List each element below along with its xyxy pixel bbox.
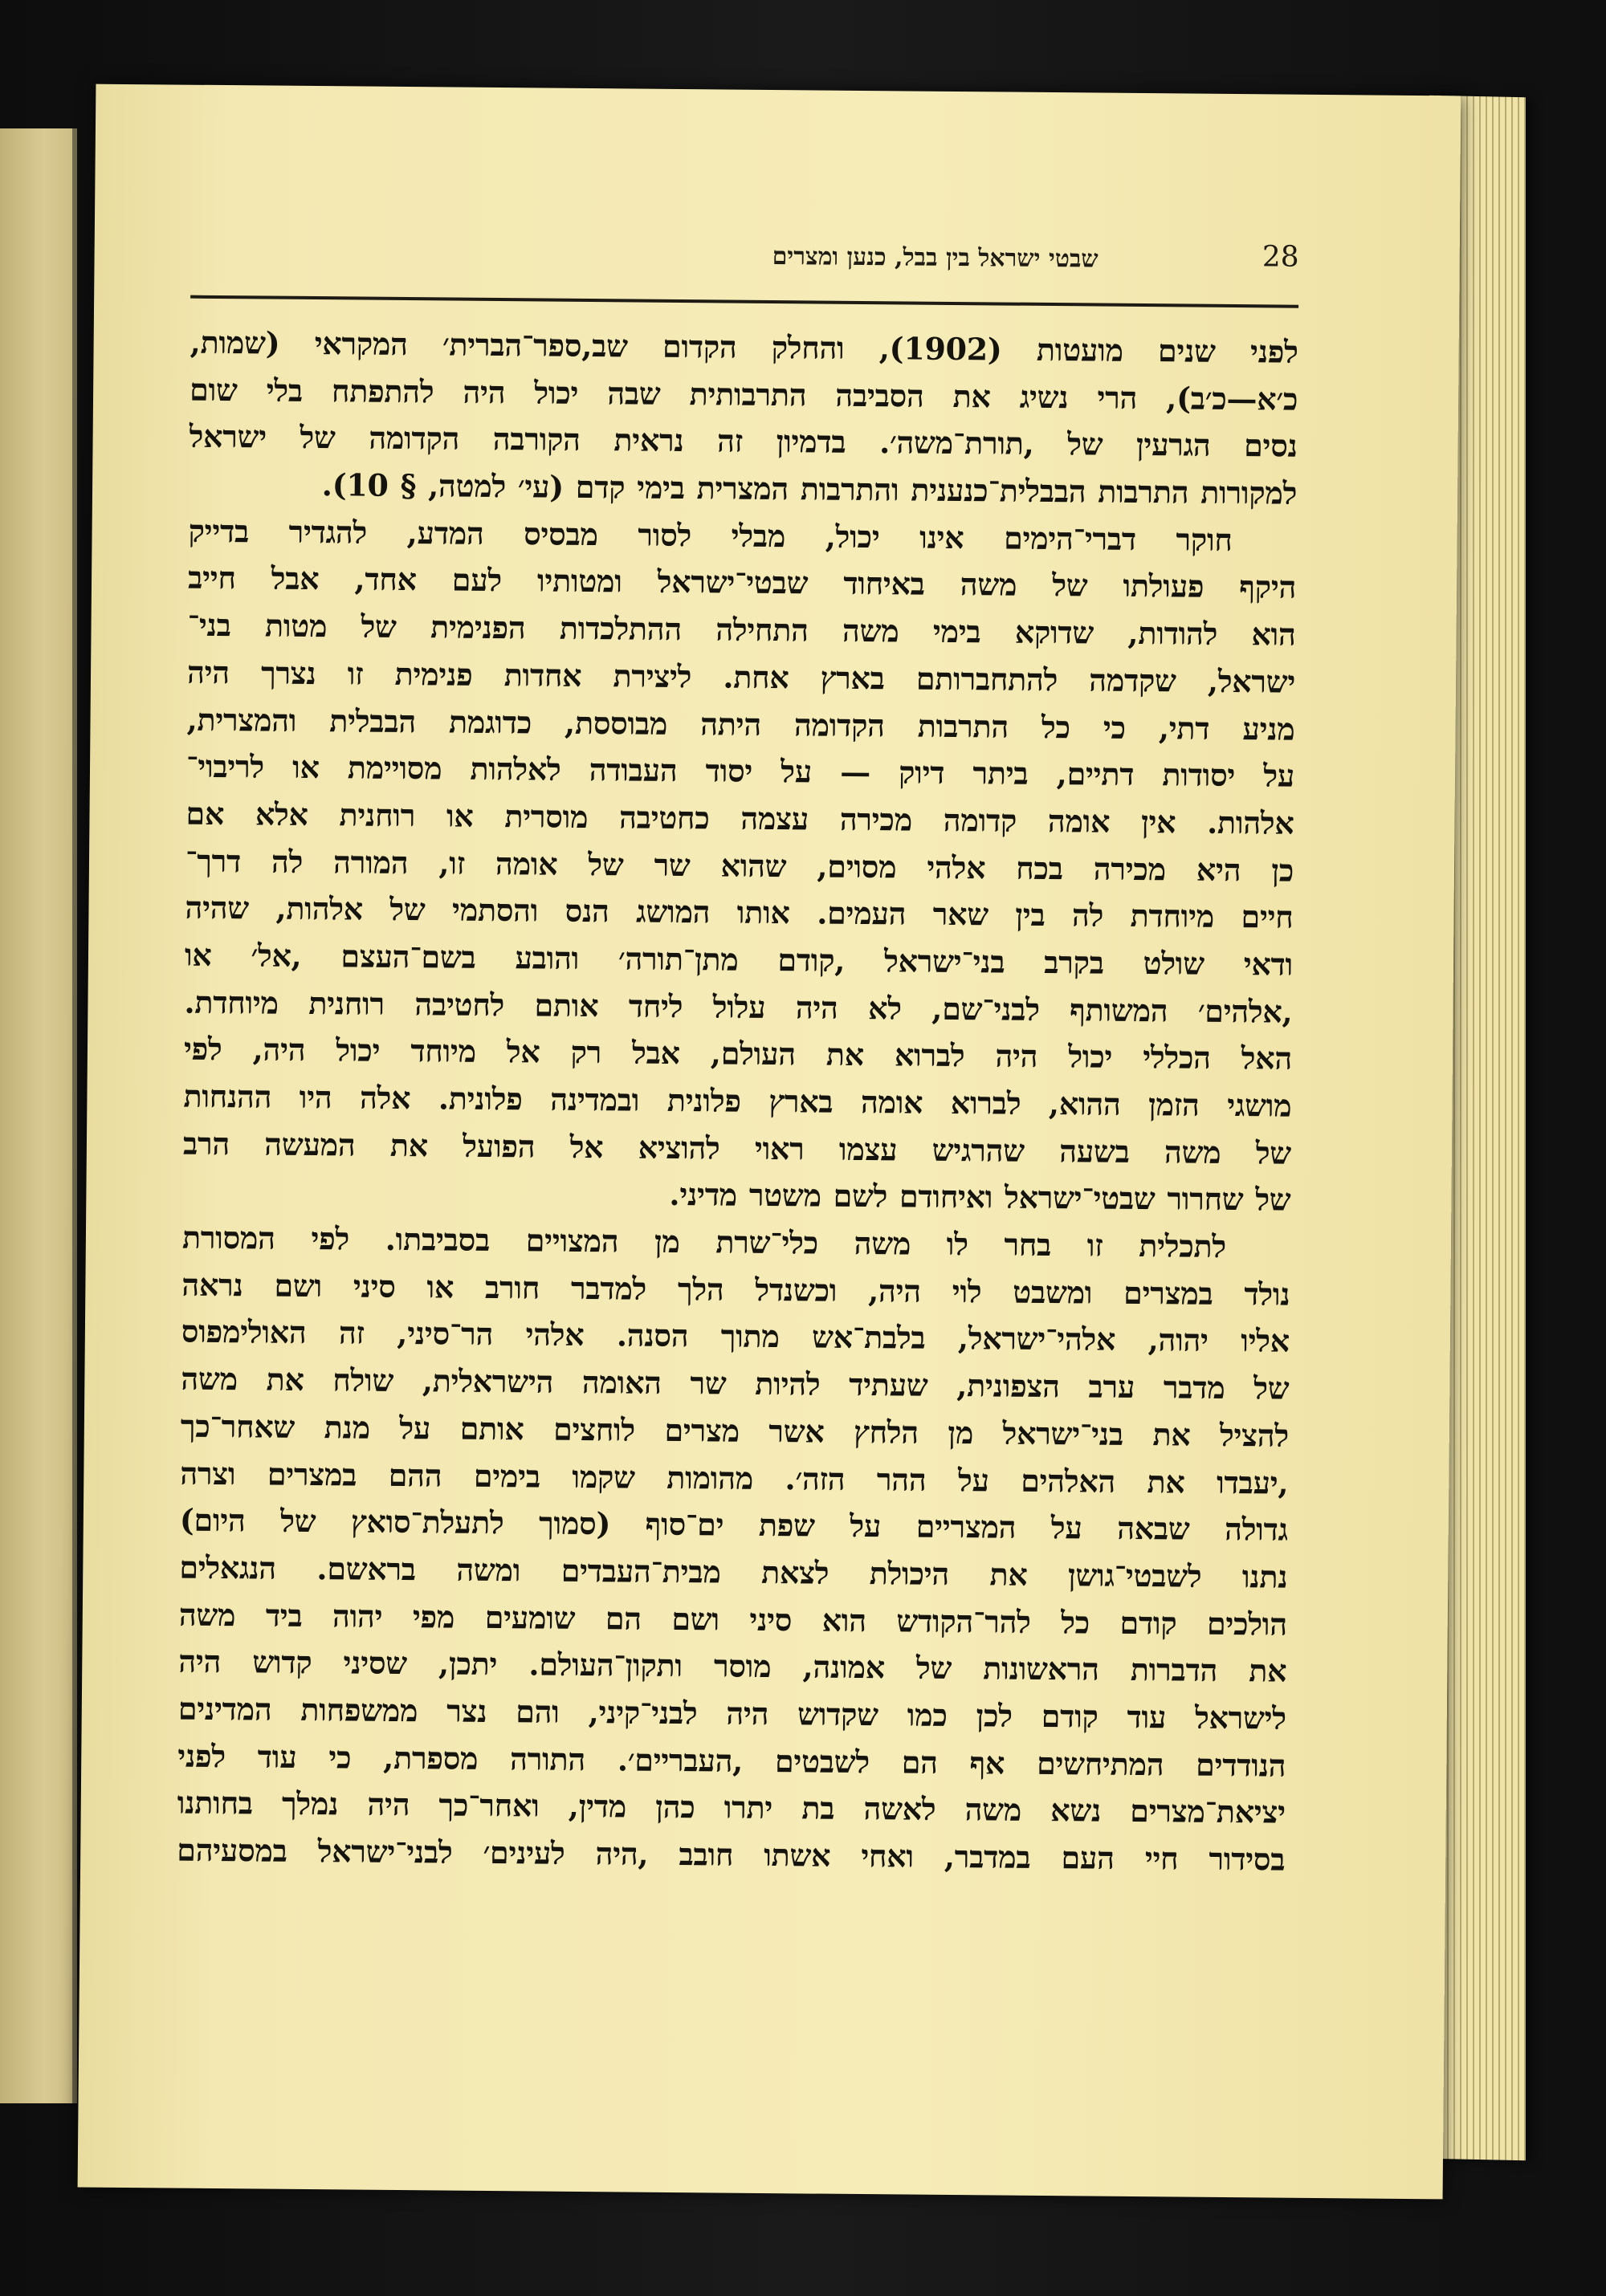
text-line: מושגי הזמן ההוא, לברוא אומה בארץ פלונית ובמדינה פלונית. אלה היו ההנחות <box>183 1077 1292 1124</box>
text-line: גדולה שבאה על המצריים על שפת ים־סוף (סמוך לתעלת־סואץ של היום) <box>179 1501 1289 1548</box>
text-line: למקורות התרבות הבבלית־כנענית והתרבות המצרית בימי קדם (עי׳ למטה, § 10). <box>321 466 1298 511</box>
text-line: נולד במצרים ומשבט לוי היה, וכשנדל הלך למדבר חורב או סיני ושם נראה <box>181 1266 1290 1313</box>
text-line: לישראל עוד קודם לכן כמו שקדוש היה לבני־קיני, והם נצר ממשפחות המדינים <box>177 1690 1286 1736</box>
text-line: הוא להודות, שדוקא בימי משה התחילה ההתלכדות הפנימית של מטות בני־ <box>187 606 1296 653</box>
facing-page-edge <box>0 128 77 2103</box>
page-number: 28 <box>1262 240 1299 274</box>
text-line: בסידור חיי העם במדבר, ואחי אשתו חובב ,היה לעינים׳ לבני־ישראל במסעיהם <box>177 1831 1286 1878</box>
header-rule <box>190 295 1298 308</box>
text-line: חיים מיוחדת לה בין שאר העמים. אותו המושג הנס והסתמי של אלהות, שהיה <box>185 889 1294 935</box>
text-line: את הדברות הראשונות של אמונה, מוסר ותקון־העולם. יתכן, שסיני קדוש היה <box>178 1643 1287 1689</box>
text-line: אליו יהוה, אלהי־ישראל, בלבת־אש מתוך הסנה. אלהי הר־סיני, זה האולימפוס <box>181 1313 1290 1360</box>
text-line: ,יעבדו את האלהים על ההר הזה׳. מהומות שקמו בימים ההם במצרים וצרה <box>180 1455 1289 1501</box>
text-line: חוקר דברי־הימים אינו יכול, מבלי לסור מבסיס המדע, להגדיר בדייק <box>188 512 1233 558</box>
text-line: להציל את בני־ישראל מן הלחץ אשר מצרים לוחצים אותם על מנת שאחר־כך <box>180 1407 1290 1454</box>
text-line: הנודדים המתיחשים אף הם לשבטים ,העבריים׳. התורה מספרת, כי עוד לפני <box>177 1737 1286 1784</box>
text-line: אלהות. אין אומה קדומה מכירה עצמה כחטיבה מוסרית או רוחנית אלא אם <box>185 795 1294 841</box>
text-line: של שחרור שבטי־ישראל ואיחודם לשם משטר מדיני. <box>669 1176 1291 1219</box>
text-line: על יסודות דתיים, ביתר דיוק — על יסוד העבודה לאלהות מסויימת או לריבוי־ <box>185 747 1295 794</box>
text-line: של משה בשעה שהרגיש עצמו ראוי להוציא אל הפועל את המעשה הרב <box>182 1125 1292 1171</box>
running-title: שבטי ישראל בין בבל, כנען ומצרים <box>772 242 1099 274</box>
text-line: הולכים קודם כל להר־הקודש הוא סיני ושם הם שומעים מפי יהוה ביד משה <box>178 1596 1287 1643</box>
text-line: יציאת־מצרים נשא משה לאשה בת יתרו כהן מדין, ואחר־כך היה נמלך בחותנו <box>177 1784 1286 1830</box>
text-line: כן היא מכירה בכח אלהי מסוים, שהוא שר של אומה זו, המורה לה דרך־ <box>185 842 1294 889</box>
text-line: נסים הגרעין של ,תורת־משה׳. בדמיון זה נראית הקורבה הקדומה של ישראל <box>189 418 1298 465</box>
text-line: נתנו לשבטי־גושן את היכולת לצאת מבית־העבדים ומשה בראשם. הנגאלים <box>179 1549 1288 1595</box>
text-line: ודאי שולט בקרב בני־ישראל ,קודם מתן־תורה׳ והובע בשם־העצם ,אל׳ או <box>184 936 1294 983</box>
page-header <box>190 238 1298 295</box>
text-line: האל הכללי יכול היה לברוא את העולם, אבל רק אל מיוחד יכול היה, לפי <box>183 1030 1293 1077</box>
book-page <box>78 84 1461 2200</box>
text-line: לפני שנים מועטות (1902), והחלק הקדום שב,ספר־הברית׳ המקראי (שמות, <box>190 324 1298 370</box>
text-line: היקף פעולתו של משה באיחוד שבטי־ישראל ומטותיו לעם אחד, אבל חייב <box>187 560 1297 606</box>
text-line: לתכלית זו בחר לו משה כלי־שרת מן המצויים בסביבתו. לפי המסורת <box>181 1219 1227 1265</box>
text-line: ,אלהים׳ המשותף לבני־שם, לא היה עלול ליחד אותם לחטיבה רוחנית מיוחדת. <box>184 983 1293 1030</box>
text-line: ישראל, שקדמה להתחברותם בארץ אחת. ליצירת אחדות פנימית זו נצרך היה <box>186 653 1296 700</box>
text-line: כ׳א—כ׳ב), הרי נשיג את הסביבה התרבותית שבה יכול היה להתפתח בלי שום <box>189 371 1298 417</box>
text-line: מניע דתי, כי כל התרבות הקדומה היתה מבוססת, כדוגמת הבבלית והמצרית, <box>186 701 1295 747</box>
body-text <box>177 320 1298 1884</box>
text-line: של מדבר ערב הצפונית, שעתיד להיות שר האומה הישראלית, שולח את משה <box>181 1360 1290 1407</box>
